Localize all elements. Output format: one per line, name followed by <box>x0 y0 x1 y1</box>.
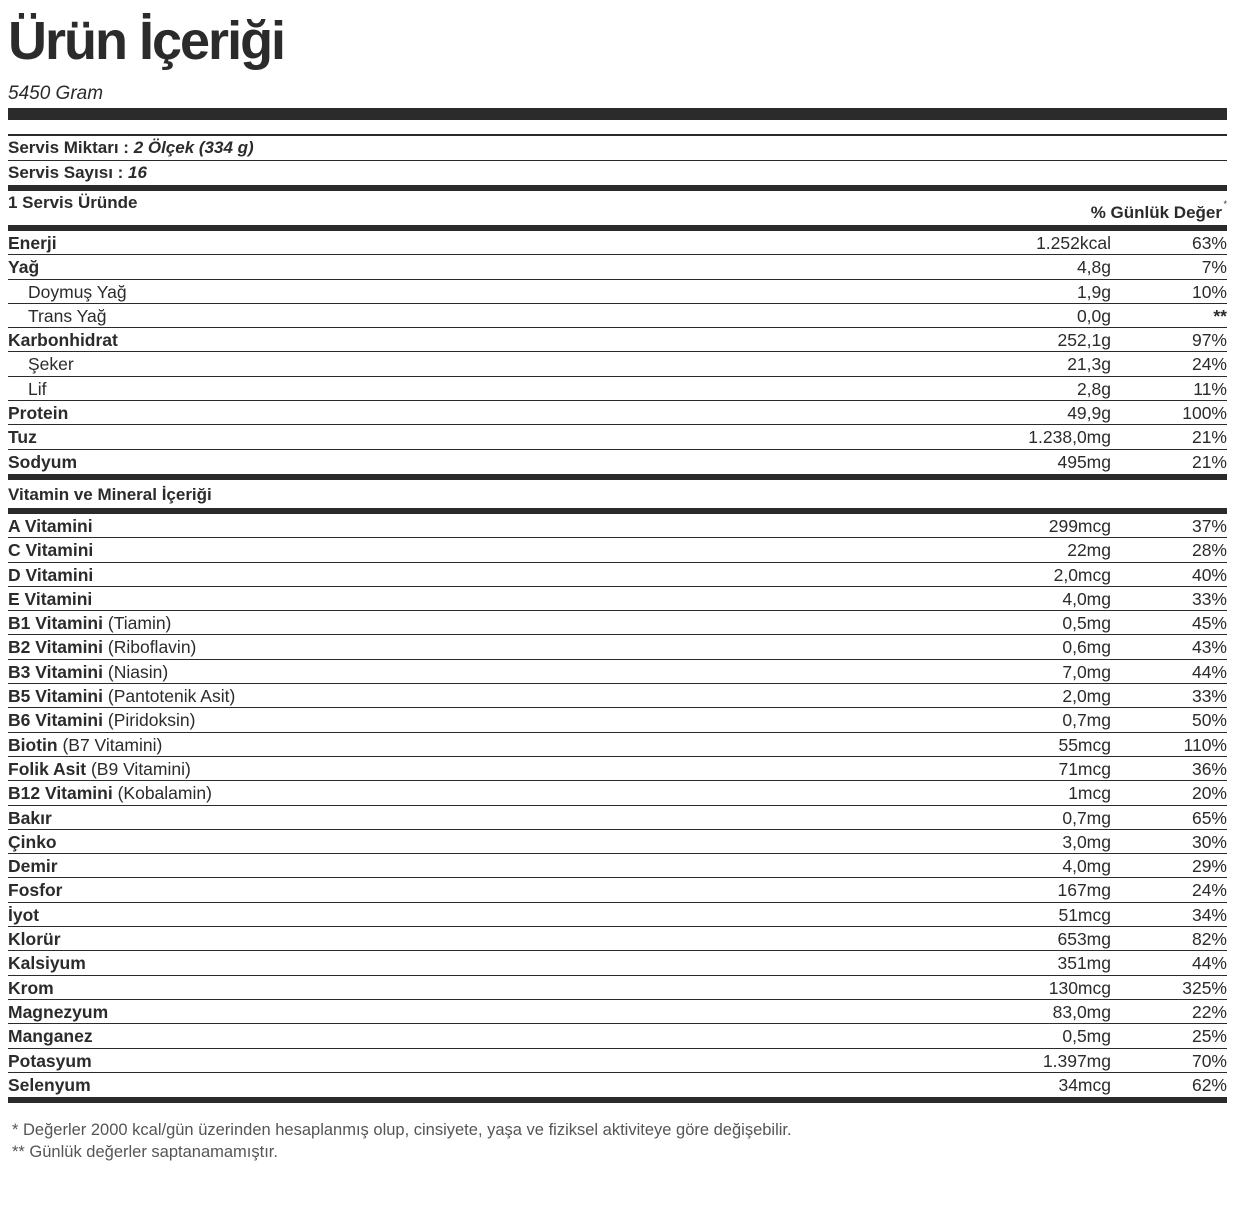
table-row <box>8 538 1227 562</box>
daily-value-percent: 10% <box>1191 281 1227 302</box>
nutrient-list <box>8 231 1227 474</box>
nutrient-name: Yağ <box>8 257 40 278</box>
nutrient-amount: 1.397mg <box>1042 1050 1111 1071</box>
table-row <box>8 635 1227 659</box>
table-row <box>8 976 1227 1000</box>
nutrient-name: Protein <box>8 403 69 424</box>
nutrient-detail: (Niasin) <box>107 661 169 682</box>
daily-value-percent: 110% <box>1183 734 1227 755</box>
nutrient-name: A Vitamini <box>8 515 93 536</box>
daily-value-percent: 44% <box>1191 953 1227 974</box>
daily-value-percent: 22% <box>1191 1001 1227 1022</box>
daily-value-percent: 33% <box>1191 588 1227 609</box>
nutrient-amount: 167mg <box>1057 880 1111 901</box>
nutrient-amount: 130mcg <box>1048 977 1111 998</box>
table-row <box>8 1049 1227 1073</box>
table-row <box>8 611 1227 635</box>
nutrient-name: Krom <box>8 977 54 998</box>
servings-count-label: Servis Sayısı : <box>8 163 124 182</box>
nutrient-name: Manganez <box>8 1026 93 1047</box>
nutrient-amount: 55mcg <box>1058 734 1111 755</box>
nutrient-amount: 4,0mg <box>1062 588 1111 609</box>
table-row <box>8 1024 1227 1048</box>
daily-value-percent: 70% <box>1191 1050 1227 1071</box>
table-row <box>8 450 1227 474</box>
nutrient-name: C Vitamini <box>8 540 94 561</box>
nutrient-name: Demir <box>8 856 58 877</box>
nutrient-name: B12 Vitamini (Kobalamin) <box>8 783 212 804</box>
table-row <box>8 927 1227 951</box>
nutrient-name: İyot <box>8 904 40 925</box>
table-row <box>8 1000 1227 1024</box>
nutrient-amount: 1.252kcal <box>1036 233 1111 253</box>
table-row <box>8 280 1227 304</box>
nutrient-name: Selenyum <box>8 1074 91 1095</box>
nutrient-name: B3 Vitamini (Niasin) <box>8 661 169 682</box>
servings-count <box>8 161 1227 185</box>
daily-value-percent: 63% <box>1191 233 1227 253</box>
daily-value-percent: 44% <box>1191 661 1227 682</box>
nutrient-name: Karbonhidrat <box>8 330 118 351</box>
daily-value-percent: 24% <box>1191 354 1227 375</box>
daily-value-percent: 25% <box>1191 1026 1227 1047</box>
daily-value-percent: 36% <box>1191 758 1227 779</box>
daily-value-percent: 30% <box>1191 831 1227 852</box>
nutrient-amount: 83,0mg <box>1052 1001 1111 1022</box>
nutrient-detail: (Kobalamin) <box>117 783 212 804</box>
nutrient-amount: 252,1g <box>1057 330 1111 351</box>
nutrient-name: Çinko <box>8 831 57 852</box>
nutrient-amount: 0,5mg <box>1062 613 1111 634</box>
nutrient-amount: 653mg <box>1057 929 1111 950</box>
nutrient-name: Tuz <box>8 427 37 448</box>
table-row <box>8 781 1227 805</box>
nutrient-amount: 2,0mg <box>1062 686 1111 707</box>
footnote-1: * Değerler 2000 kcal/gün üzerinden hesaplanmış olup, cinsiyete, yaşa ve fiziksel aktiviteye göre değişebilir. <box>12 1121 792 1140</box>
nutrient-name: B1 Vitamini (Tiamin) <box>8 613 172 634</box>
serving-size-label: Servis Miktarı : <box>8 138 129 157</box>
nutrient-name: D Vitamini <box>8 564 94 585</box>
table-row <box>8 854 1227 878</box>
daily-value-percent: 100% <box>1182 403 1227 424</box>
nutrient-name: E Vitamini <box>8 588 93 609</box>
nutrient-amount: 21,3g <box>1067 354 1111 375</box>
nutrient-name: Doymuş Yağ <box>28 281 127 302</box>
table-row <box>8 255 1227 279</box>
daily-value-percent: 62% <box>1191 1074 1227 1095</box>
nutrient-amount: 1mcg <box>1068 783 1111 804</box>
nutrient-name: Kalsiyum <box>8 953 86 974</box>
daily-value-percent: 97% <box>1191 330 1227 351</box>
daily-value-percent: 20% <box>1191 783 1227 804</box>
nutrient-amount: 0,5mg <box>1062 1026 1111 1047</box>
daily-value-percent: 29% <box>1191 856 1227 877</box>
nutrient-detail: (Riboflavin) <box>107 637 197 658</box>
nutrient-amount: 2,8g <box>1076 378 1111 399</box>
nutrient-amount: 22mg <box>1067 540 1111 561</box>
nutrient-amount: 1,9g <box>1076 281 1111 302</box>
daily-value-percent: 33% <box>1191 686 1227 707</box>
table-row <box>8 563 1227 587</box>
nutrient-amount: 71mcg <box>1058 758 1111 779</box>
nutrient-name: Potasyum <box>8 1050 92 1071</box>
nutrient-amount: 34mcg <box>1058 1074 1111 1095</box>
daily-value-percent: 24% <box>1191 880 1227 901</box>
nutrient-amount: 4,8g <box>1076 257 1111 278</box>
table-row <box>8 1073 1227 1097</box>
table-row <box>8 708 1227 732</box>
asterisk-mark: * <box>1223 199 1227 209</box>
daily-value-percent: 34% <box>1191 904 1227 925</box>
nutrient-amount: 2,0mcg <box>1053 564 1111 585</box>
top-thick-bar <box>8 108 1227 120</box>
nutrient-detail: (Piridoksin) <box>107 710 196 731</box>
package-weight: 5450 Gram <box>8 83 104 104</box>
table-row <box>8 587 1227 611</box>
daily-value-percent: 37% <box>1191 515 1227 536</box>
divider <box>8 1097 1227 1103</box>
daily-value-percent: 11% <box>1193 378 1227 399</box>
daily-value-percent: 40% <box>1191 564 1227 585</box>
daily-value-percent: 82% <box>1191 929 1227 950</box>
table-row <box>8 304 1227 328</box>
nutrient-amount: 0,0g <box>1076 305 1111 326</box>
table-row <box>8 401 1227 425</box>
daily-value-percent: 43% <box>1191 637 1227 658</box>
nutrient-name: B6 Vitamini (Piridoksin) <box>8 710 196 731</box>
daily-value-percent: 45% <box>1191 613 1227 634</box>
nutrient-amount: 0,7mg <box>1062 807 1111 828</box>
table-row <box>8 352 1227 376</box>
page-title: Ürün İçeriği <box>8 11 285 71</box>
table-header <box>8 191 1227 225</box>
nutrient-amount: 3,0mg <box>1062 831 1111 852</box>
nutrient-amount: 351mg <box>1057 953 1111 974</box>
nutrient-detail: (B7 Vitamini) <box>62 734 163 755</box>
table-row <box>8 377 1227 401</box>
daily-value-percent: ** <box>1213 305 1227 326</box>
nutrient-name: Lif <box>28 378 47 399</box>
footnotes <box>8 1119 1227 1163</box>
nutrient-detail: (Tiamin) <box>107 613 172 634</box>
nutrition-panel <box>8 0 1227 1163</box>
daily-value-percent: 65% <box>1191 807 1227 828</box>
per-serving-header: 1 Servis Üründe <box>8 193 138 212</box>
table-row <box>8 328 1227 352</box>
daily-value-percent: 325% <box>1182 977 1227 998</box>
nutrient-amount: 299mcg <box>1048 515 1111 536</box>
nutrient-amount: 0,6mg <box>1062 637 1111 658</box>
nutrient-detail: (B9 Vitamini) <box>90 758 191 779</box>
table-row <box>8 514 1227 538</box>
daily-value-header: % Günlük Değer * <box>1090 199 1227 222</box>
daily-value-percent: 28% <box>1191 540 1227 561</box>
footnote-2: ** Günlük değerler saptanamamıştır. <box>12 1143 278 1162</box>
nutrient-amount: 4,0mg <box>1062 856 1111 877</box>
daily-value-percent: 21% <box>1191 427 1227 448</box>
nutrient-amount: 0,7mg <box>1062 710 1111 731</box>
table-row <box>8 806 1227 830</box>
table-row <box>8 757 1227 781</box>
table-row <box>8 951 1227 975</box>
nutrient-name: Biotin (B7 Vitamini) <box>8 734 163 755</box>
nutrient-name: Trans Yağ <box>28 305 107 326</box>
table-row <box>8 903 1227 927</box>
vitamin-list <box>8 514 1227 1097</box>
nutrient-name: Klorür <box>8 929 61 950</box>
nutrient-name: Fosfor <box>8 880 63 901</box>
table-row <box>8 684 1227 708</box>
nutrient-name: Bakır <box>8 807 52 828</box>
table-row <box>8 425 1227 449</box>
nutrient-name: Şeker <box>28 354 74 375</box>
nutrient-amount: 7,0mg <box>1062 661 1111 682</box>
nutrient-amount: 495mg <box>1057 451 1111 472</box>
table-row <box>8 878 1227 902</box>
daily-value-percent: 21% <box>1191 451 1227 472</box>
nutrient-name: Magnezyum <box>8 1001 109 1022</box>
table-row <box>8 660 1227 684</box>
nutrient-name: Sodyum <box>8 451 78 472</box>
nutrient-detail: (Pantotenik Asit) <box>107 686 236 707</box>
table-row <box>8 830 1227 854</box>
daily-value-percent: 7% <box>1201 257 1227 278</box>
nutrient-amount: 49,9g <box>1067 403 1111 424</box>
vitamins-title: Vitamin ve Mineral İçeriği <box>8 484 212 504</box>
table-row <box>8 733 1227 757</box>
servings-count-value: 16 <box>128 163 147 182</box>
daily-value-percent: 50% <box>1191 710 1227 731</box>
nutrient-name: Enerji <box>8 233 57 253</box>
serving-size-value: 2 Ölçek (334 g) <box>133 138 254 157</box>
nutrient-amount: 51mcg <box>1058 904 1111 925</box>
nutrient-name: B2 Vitamini (Riboflavin) <box>8 637 197 658</box>
nutrient-amount: 1.238,0mg <box>1028 427 1111 448</box>
serving-size <box>8 136 1227 160</box>
nutrient-name: Folik Asit (B9 Vitamini) <box>8 758 191 779</box>
table-row <box>8 231 1227 255</box>
nutrient-name: B5 Vitamini (Pantotenik Asit) <box>8 686 236 707</box>
